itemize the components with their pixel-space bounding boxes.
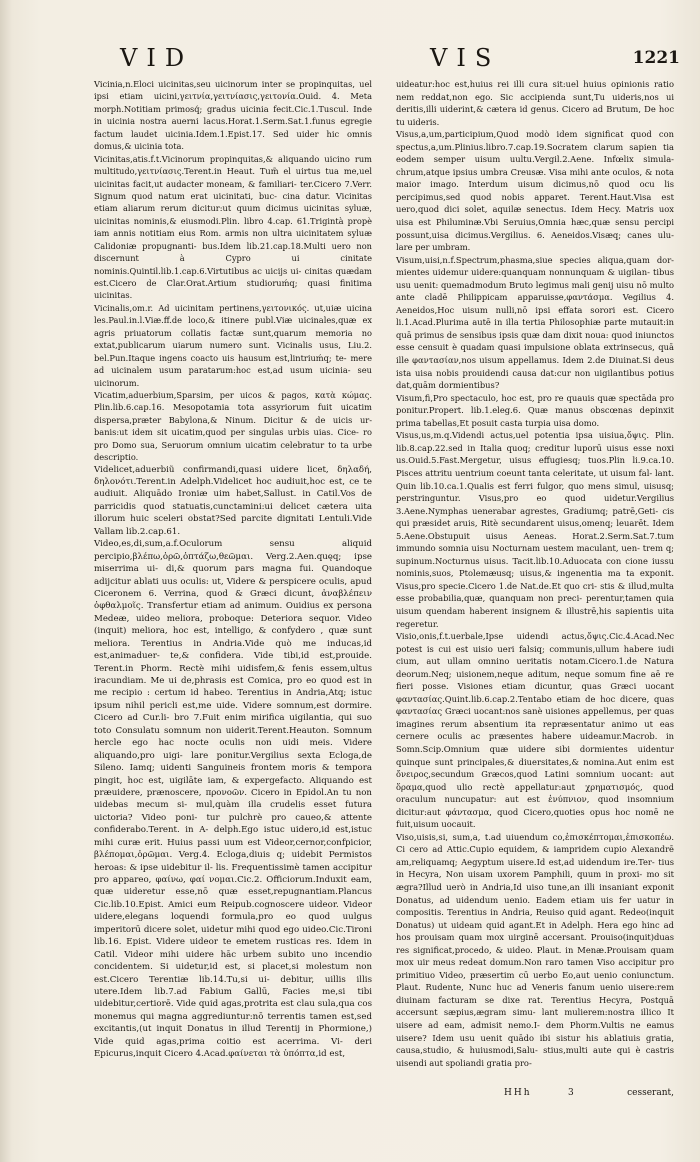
entry-vicinia: Vicinia,n.Eloci uicinitas,seu uicinorum inter se propinquitas, uel ipsi etiam uicini,γειτνία,γειτνίασις,γειτονία.Ouid. 4. Meta morph.Notitiam primosq́; gradus uicinia fecit.Cic.1.Tuscul. Inde in uicinia nostra auerni lacus.Horat.1.Serm.Sat.1.funus egregie factum laudet uicinia.Idem.1.Epist.17. Sed uider hic omnis domus,& uicinia tota. xyxy=(94,79,372,152)
signature-mark: HHh xyxy=(504,1088,532,1098)
header-right-word: VIS xyxy=(430,44,501,72)
running-header xyxy=(90,44,680,74)
entry-visum: Visum,uisi,n.f.Spectrum,phasma,siue species aliqua,quam dor- mientes uidemur uidere:quanquam nonnunquam & uigilan- tibus usu uenit: quemadmodum Bruto legimus mali genij uisu nō multo ante cladē Philippicam apparuisse,φαντάσμα. Vegilius 4. Aeneidos,Hoc uisum nulli,nō ipsi effata sorori est. Cicero li.1.Acad.Plurima autē in illa tertia Philosophiæ parte mutauit:in quā primus de sensibus ipsis quæ dam dixit noua: quod iniunctos esse censuit è quadam quasi impulsione oblata extrinsecus, quā ille φαντασίαν,nos uisum appellamus. Idem 2.de Diuinat.Si deus ista uisa nobis prouidendi causa dat:cur non uigilantibus potius dat,quām dormientibus? xyxy=(396,254,674,391)
entry-video: Video,es,di,sum,a.f.Oculorum sensu aliquid percipio,βλέπω,ὁρῶ,ὀπτάζω,θεῶμαι. Verg.2.Aen.quęq; ipse miserrima ui- di,& quorum pars magna fui. Quandoque adijcitur ablati uus oculis: ut, Videre & perspicere oculis, apud Ciceronem 6. Verrina, quod & Græci dicunt, ἀναβλέπειν ὀφθαλμοῖς. Transfertur etiam ad animum. Ouidius ex persona Medeæ, uideo meliora, proboque: Deteriora sequor. Video (inquit) meliora, hoc est, intelligo, & confydero , quæ sunt meliora. Terentius in Andria.Vide quò me inducas,id est,animaduer- te,& confidera. Vide tibi,id est,prouide. Terent.in Phorm. Rectè mihi uidisfem,& fenis essem,ultus iracundiam. Me ui de,phrasis est Comica, pro eo quod est in me recipio : certum id habeo. Terentius in Andria,Atq; istuc ipsum nihil pericli est,me uide. Videre somnum,est dormire. Cicero ad Cur.li- bro 7.Fuit enim mirifica uigilantia, qui suo toto Consulatu somnum non uiderit.Terent.Heauton. Somnum hercle ego hac nocte oculis non uidi meis. Videre aliquando,pro uigi- lare ponitur.Vergilius sexta Ecloga,de Sileno. Iamq; uidenti Sanguineis frontem moris & tempora pingit, hoc est, uigilāte iam, & expergefacto. Aliquando est præuidere, prænoscere, προνοῶν. Cicero in Epidol.An tu non uidebas mecum si- mul,quàm illa crudelis esset futura uictoria? Video poni- tur pulchrè pro caueo,& attente confiderabo.Terent. in A- delph.Ego istuc uidero,id est,istuc mihi curæ erit. Huius passi uum est Videor,cernor,confpicior, βλέπομαι,ὁρῶμαι. Verg.4. Ecloga,diuis q; uidebit Permistos heroas: & ipse uidebitur il- lis. Frequentissimè tamen accipitur pro appareo, φαίνω, φαί νομαι.Cic.2. Officiorum.Induxit eam, quæ uideretur esse,nō quæ esset,repugnantiam.Plancus Cic.lib.10.Epist. Amici eum Reipub.cognoscere uideor. Videor uidere,elegans loquendi formula,pro eo quod uulgus imperitorū dicere solet, uidetur mihi quod ego uideo.Cic.Tironi lib.16. Epist. Videre uideor te emetem rusticas res. Idem in Catil. Videor mihi uidere hāc urbem subito uno incendio concidentem. Si uidetur,id est, si placet,si molestum non est.Cicero Terentiæ lib.14.Tu,si ui- debitur, uillis illis utere.Idem lib.7.ad Fabium Gallū, Facies me,si tibi uidebitur,certiorē. Vide quid agas,protrita est clau sula,qua cos monemus qui magna aggrediuntur:nō terrentis tamen est,sed excitantis,(ut inquit Donatus in illud Terentij in Phormione,) Vide quid agas,prima coitio est acerrima. Vi- deri Epicurus,inquit Cicero 4.Acad.φαίνεται τὰ ὑπόπτα,id est, xyxy=(94,539,372,1060)
signature-number: 3 xyxy=(568,1088,574,1098)
page-number: 1221 xyxy=(632,48,680,68)
entry-viso: Viso,uisis,si, sum,a, t.ad uiuendum co,ἐπισκέπτομαι,ἐπισκοπέω. Ci cero ad Attic.Cupio equidem, & iampridem cupio Alexandrē am,reliquamq; Aegyptum uisere.Id est,ad uidendum ire.Ter- tius in Hecyra, Non uisam uxorem Pamphili, quum in proxi- mo sit ægra?Illud uerò in Andria,Id uiso tune,an illi insaniant exponit Donatus, ad uidendum uenio. Eadem etiam uis fer uatur in compositis. Terentius in Andria, Reuiso quid agant. Redeo(inquit Donatus) ut uideam quid agant.Et in Adelph. Hera ego hinc ad hos prouisam quam mox uirginē accersant. Prouiso(inquit)duas res significat,procedo, & uideo. Plaut. in Menæ.Prouisam quam mox uir meus redeat domum.Non raro tamen Viso accipitur pro primitiuo Video, præsertim cū uerbo Eo,aut uenio coniunctum. Plaut. Rudente, Nunc huc ad Veneris fanum uenio uisere:rem diuinam facturam se dixe rat. Terentius Hecyra, Postquā accersunt sæpius,ægram simu- lant mulierem:nostra illico It uisere ad eam, admisit nemo.I- dem Phorm.Vultis ne eamus uisere? Idem usu uenit quādo ibi sistur his ablatiuis gratia, causa,studio, & huiusmodi,Salu- stius,multi aute qui è castris uisendi aut spoliandi gratia pro- xyxy=(396,831,674,1068)
entry-visus-participle: Visus,a,um,participium,Quod modò idem significat quod con spectus,a,um.Plinius.libro.7.cap.19.Socratem clarum sapien tia eodem semper uisum uultu.Vergil.2.Aene. Infœlix simula- chrum,atque ipsius umbra Creusæ. Visa mihi ante oculos, & nota maior imago. Interdum uisum dicimus,nō quod ocu lis percipimus,sed quod nobis apparet. Terent.Haut.Visa est uero,quod dici solet, aquilæ senectus. Idem Hecy. Matris uox uisa est Philuminæ.Vbi Seruius,Omnia hæc,quæ sensu percipi possunt,uisa dicimus.Vergilius. 6. Aeneidos.Visæq; canes ulu- lare per umbram. xyxy=(396,129,674,253)
entry-vicatim: Vicatim,aduerbium,Sparsim, per uicos & pagos, κατὰ κώμας. Plin.lib.6.cap.16. Mesopotamia tota assyriorum fuit uicatim dispersa,præter Babylona,& Ninum. Dicitur & de uicis ur- banis:ut idem sit uicatim,quod per singulas urbis uias. Cice- ro pro Domo sua, Seruorum omnium uicatim celebratur to ta urbe descriptio. xyxy=(94,389,372,463)
left-column xyxy=(94,78,372,1061)
header-left-word: VID xyxy=(120,44,194,72)
page-footer xyxy=(396,1088,674,1102)
entry-vicinalis: Vicinalis,om.r. Ad uicinitam pertinens,γειτονικός. ut,uiæ uicina les.Paul.in.l.Viæ.ff.de loco,& itinere publ.Viæ uicinales,quæ ex agris priuatorum collatis factæ sunt,quarum memoria no extat,publicarum uiarum numero sunt. Vicinalis usus, Liu.2. bel.Pun.Itaque ingens coacto uis hausum est,lintriuḿq; te- mere ad uicinalem usum paratarum:hoc est,ad usum uicinia- seu uicinorum. xyxy=(94,302,372,388)
entry-visum-spectaculum: Visum,fi,Pro spectaculo, hoc est, pro re quauis quæ spectāda pro ponitur.Propert. lib.1.eleg.6. Quæ manus obscœnas depinxit prima tabellas,Et posuit casta turpia uisa domo. xyxy=(396,392,674,428)
entry-videlicet: Videlicet,aduerbiũ confirmandi,quasi uidere licet, δηλαδή, δηλονότι.Terent.in Adelph.Videlicet hoc audiuit,hoc est, ce te audiuit. Aliquādo Ironiæ uim habet,Sallust. in Catil.Vos de parricidis quod statuatis,cunctamini:ui delicet cætera uita illorum huic sceleri obstat?Sed parcite dignitati Lentuli.Vide Vallam lib.2.cap.61. xyxy=(94,464,372,537)
entry-videri-continued: uideatur:hoc est,huius rei illi cura sit:uel huius opinionis ratio nem reddat,non ego. Sic accipienda sunt,Tu uideris,nos ui deritis,illi uiderint,& cætera id genus. Cicero ad Brutum, De hoc tu uideris. xyxy=(396,79,674,127)
entry-visus-noun: Visus,us,m.q.Videndi actus,uel potentia ipsa uisiua,ὄψις. Plin. lib.8.cap.22.sed in Italia quoq; creditur luporū uisus esse noxi us.Ouid.5.Fast.Mergetur, uisus effugiesq; tuos.Plin li.9.ca.10. Pisces attritu uentrium coeunt tanta celeritate, ut uisum fal- lant. Quin lib.10.ca.1.Qualis est ferri fulgor, quo mens simul, uisusq; perstringuntur. Visus,pro eo quod uidetur.Vergilius 3.Aene.Nymphas uenerabar agrestes, Gradiumq; patrē,Geti- cis qui præsidet aruis, Ritè secundarent uisus,omenq; leuarēt. Idem 5.Aene.Obstupuit uisus Aeneas. Horat.2.Serm.Sat.7.tum immundo somnia uisu Nocturnam uestem maculant, uen- trem q; supinum.Nocturnus uisus. Tacit.lib.10.Aduocata con cione iussu nominis,suos, Ptolemæusq; uisus,& ingenentia ma ta exponit. Visus,pro specie.Cicero 1.de Nat.de.Et quo cri- stis & illud,multa esse probabilia,quæ, quanquam non preci- perentur,tamen quia uisum quendam haberent insignem & illustrē,his sapientis uita regeretur. xyxy=(396,430,674,629)
entry-visio: Visio,onis,f.t.uerbale,Ipse uidendi actus,ὄψις.Cic.4.Acad.Nec potest is cui est uisio ueri falsiq; communis,ullum habere iudi cium, aut ullam omnino ueritatis notam.Cicero.1.de Natura deorum.Neq; uisionem,neque aditum, neque somum fine aē re fieri posse. Visiones etiam dicuntur, quas Græci uocant φαντασίας.Quint.lib.6.cap.2.Tentabo etiam de hoc dicere, quas φαντασίας Græci uocant:nos sanè uisiones appellemus, per quas imagines rerum absentium ita repræsentatur animo ut eas cernere oculis ac præsentes habere uideamur.Macrob. in Somn.Scip.Omnium quæ uidere sibi dormientes uidentur quinque sunt principales,& diuersitates,& nomina.Aut enim est ὄνειρος,secundum Græcos,quod Latini somnium uocant: aut ὅραμα,quod ulio rectè appellatur:aut χρηματισμός, quod oraculum nuncupatur: aut est ἐνύπνιον, quod insomnium dicitur:aut φάντασμα, quod Cicero,quoties opus hoc nomē ne fuit,uisum uocauit. xyxy=(396,631,674,830)
entry-vicinitas: Vicinitas,atis.f.t.Vicinorum propinquitas,& aliquando uicino rum multitudo,γειτνίασις.Terent.in Heaut. Tum̃ el uirtus tua me,uel uicinitas facit,ut audacter moneam, & familiari- ter.Cicero 7.Verr. Signum quod natum erat uicinitati, buc- cina datur. Vicinitas etiam aliarum rerum dicitur:ut quum dicimus uicinitas syluæ, uicinitas nominis,& eiusmodi.Plin. libro 4.cap. 61.Trigintà propè iam annis notitiam eius Rom. armis non ultra uicinitatem syluæ Calidoniæ propugnanti- bus.Idem lib.21.cap.18.Multi uero non discernunt à Cypro ui cinitate nominis.Quintil.lib.1.cap.6.Virtutibus ac uicijs ui- cinitas quædam est.Cicero de Clar.Orat.Artium studioruḿq; quasi finitima uicinitas. xyxy=(94,153,372,301)
catchword: cesserant, xyxy=(627,1088,674,1098)
right-column xyxy=(396,78,674,1069)
